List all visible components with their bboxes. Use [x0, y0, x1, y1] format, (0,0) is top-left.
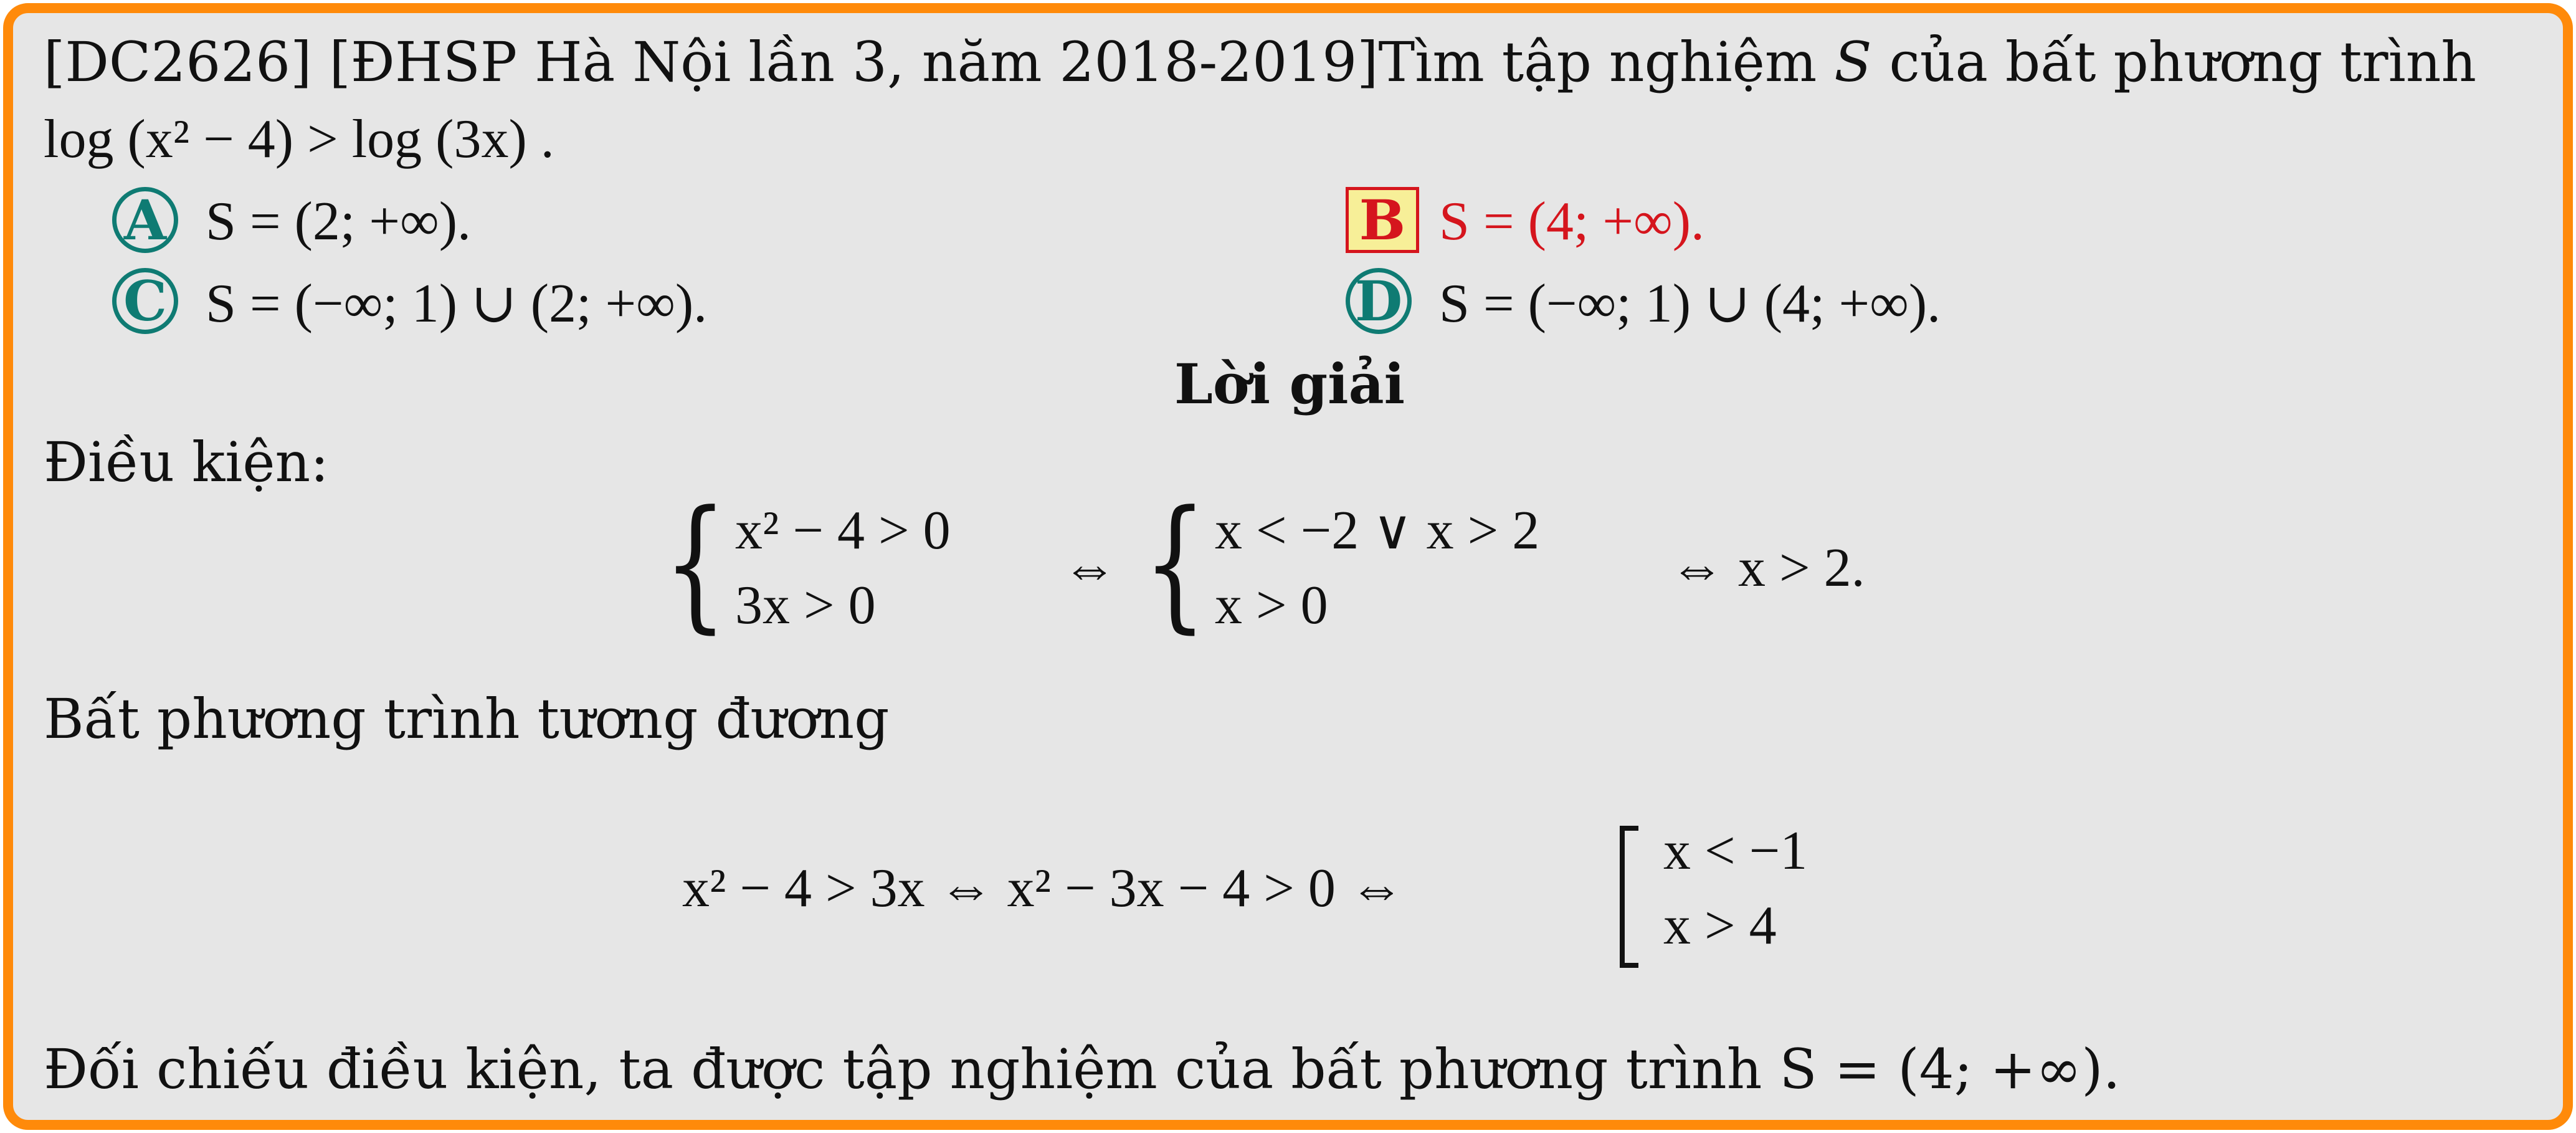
system-brace-left: { — [663, 480, 728, 647]
system1-row2: 3x > 0 — [735, 575, 876, 636]
condition-result: ⇔ x > 2. — [1670, 538, 1865, 598]
union-row2: x > 4 — [1663, 896, 1777, 956]
condition-label: Điều kiện: — [44, 430, 329, 494]
union-row1: x < −1 — [1663, 821, 1808, 881]
option-a-marker[interactable]: A — [112, 187, 178, 253]
system1-row1: x² − 4 > 0 — [735, 500, 951, 561]
equivalence-symbol: ⇔ — [1062, 538, 1117, 598]
conclusion: Đối chiếu điều kiện, ta được tập nghiệm của bất phương trình S = (4; +∞). — [44, 1037, 2121, 1101]
solution-heading: Lời giải — [1174, 351, 1405, 416]
option-a-text[interactable]: S = (2; +∞). — [206, 191, 471, 252]
option-d-marker[interactable]: D — [1346, 268, 1412, 334]
inequality-chain: x² − 4 > 3x ⇔ x² − 3x − 4 > 0 ⇔ — [682, 858, 1404, 919]
option-d-text[interactable]: S = (−∞; 1) ∪ (4; +∞). — [1439, 274, 1941, 334]
option-b-text[interactable]: S = (4; +∞). — [1439, 191, 1704, 252]
system2-row1: x < −2 ∨ x > 2 — [1215, 500, 1540, 561]
option-c-marker[interactable]: C — [112, 268, 178, 334]
problem-tag: [DC2626] [ĐHSP Hà Nội lần 3, năm 2018-2019] — [44, 30, 1379, 94]
option-b-marker[interactable]: B — [1346, 187, 1419, 253]
problem-line-1 — [44, 30, 2477, 94]
problem-prompt-tail: của bất phương trình — [1871, 30, 2477, 94]
system2-row2: x > 0 — [1215, 575, 1328, 636]
problem-set-symbol: S — [1834, 30, 1872, 94]
system-brace-right: { — [1143, 480, 1207, 647]
problem-card — [3, 3, 2573, 1130]
problem-prompt: Tìm tập nghiệm — [1378, 30, 1835, 94]
option-c-text[interactable]: S = (−∞; 1) ∪ (2; +∞). — [206, 274, 708, 334]
equivalent-label: Bất phương trình tương đương — [44, 687, 890, 751]
problem-equation: log (x² − 4) > log (3x) . — [44, 109, 554, 170]
union-bracket — [1620, 826, 1638, 968]
